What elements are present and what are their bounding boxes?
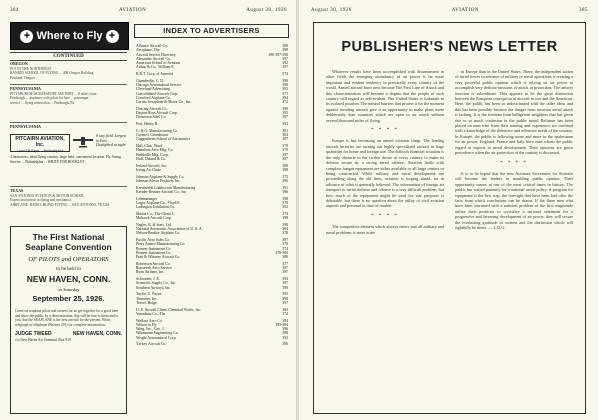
index-advertiser-name: Johnson Motor Products, Inc. xyxy=(136,178,181,183)
index-advertiser-name: Lehmanunger xyxy=(136,196,158,201)
index-advertiser-name: Chamberlin, C. D. xyxy=(136,78,164,83)
convention-city: NEW HAVEN, CONN. xyxy=(26,274,111,284)
index-page-number: 398 xyxy=(282,216,288,220)
index-page-number: 371 xyxy=(282,91,288,96)
where-to-fly-title: Where to Fly xyxy=(36,30,103,42)
pitcairn-text: 4 instructors, ideal flying country, large field, convenient location. Fly Airing Service ... Philadelphia ... WRITE FOR BOOKLET xyxy=(10,155,121,164)
left-folio: 384 xyxy=(10,8,19,13)
index-page-number: 388 xyxy=(282,255,288,259)
news-paragraph: Europe is but becoming an armed aviation camp. The leading aircraft factories are turning out highly specialized aircraft in large quantities for home and foreign use. The difficult financial situation is the only obstacle to the swifter desire of every country to make its defense secure by a strong aerial offense. Aviation fields with complete hangar equipment are either available or all large centers or being constructed. While military and naval development are proceeding along the old lines, aviation is forging ahead, far in advance of what is generally believed. The information of foreign air transport to aerial defense and offense is a very difficult problem, but how much of the equipment might be used for war purposes is debatable, but there is no question about the utility of civil aviation airports and personal in time of trouble. xyxy=(326,138,444,209)
right-running-head xyxy=(311,8,588,13)
pitcairn-ad xyxy=(10,134,127,172)
index-page-number: 394 xyxy=(282,95,288,100)
convention-contact-name: JUDGE TWEED xyxy=(15,331,52,338)
pitcairn-title-box xyxy=(10,134,70,152)
pitcairn-subtitle: Land Tilt Bryn ... Philadelphia xyxy=(16,149,64,153)
plus-icon: + xyxy=(20,30,33,43)
divider xyxy=(10,122,127,123)
index-advertiser-name: Ryan Airlines, Inc. xyxy=(136,270,165,275)
index-page-number: 387 xyxy=(282,137,288,142)
index-page-number: 387 xyxy=(282,238,288,242)
index-page-number: 388 xyxy=(282,163,288,168)
index-advertiser-name: Heddeille Mfg. Corp. xyxy=(136,152,169,157)
index-page-number: 397 xyxy=(282,270,288,275)
index-page-number: 390 xyxy=(282,222,288,227)
index-page-number: 397 xyxy=(282,115,288,120)
index-advertiser-name: Scientific Supply Co., Inc. xyxy=(136,281,177,286)
index-page-number: 384 xyxy=(282,133,288,137)
directory-entry-oregon xyxy=(10,62,127,80)
index-page-number: 384 xyxy=(282,307,288,312)
index-page-number: 398 xyxy=(282,83,288,87)
index-page-number: 394 xyxy=(282,318,288,323)
index-advertiser-name: Ireland Aircraft, Inc. xyxy=(136,163,168,168)
index-advertiser-name: Aircraft Service Directory xyxy=(136,52,176,57)
left-running-title: AVIATION xyxy=(119,8,147,13)
directory-state: PENNSYLVANIA xyxy=(10,86,41,91)
index-page-number: 396 xyxy=(282,342,288,347)
index-advertiser-name: Martin Co., The Glenn L. xyxy=(136,211,175,216)
index-advertiser-name: Robertson Aircraft Co. xyxy=(136,261,171,266)
continued-label: CONTINUED xyxy=(10,52,127,61)
convention-footer xyxy=(15,331,122,337)
index-page-number: 374 xyxy=(282,311,288,316)
index-advertiser-name: Wallace Aero Co. xyxy=(136,318,163,323)
section-stars: * * * * xyxy=(371,128,399,134)
index-advertiser-name: Loges Airplane Co., Floyd F. xyxy=(136,200,181,205)
news-paragraph: Whatever results have been accomplished with disarmament in other fields the emerging ascendancy of air power is far more important and evident tendency in practically every country of the world. Armed aircraft have now become The First Line of Attack and this characterization will become a dogma that the people of each country will regard as self-evident. The United States is fortunate in its isolated position. The natural barriers that protect it for the moment against invading aircraft give it an opportunity to make plans more deliberately than countries which are open to air attack without several thousand miles of flying. xyxy=(326,69,444,123)
index-advertiser-name: National Aeronautic Association of U. S. A. xyxy=(136,227,203,231)
index-advertiser-name: Pacific Aero Sales Co. xyxy=(136,238,171,242)
index-advertiser-name: Alexander Aircraft Co. xyxy=(136,56,171,61)
index-advertiser-name: Hamilton Aero Mfg. Co. xyxy=(136,148,174,153)
index-advertiser-name: Cleveland Advertising xyxy=(136,87,171,92)
directory-line: PITTSBURGH-MCKEESPORT AIR PORT ... 8 miles from xyxy=(10,91,97,96)
index-page-number: 374 xyxy=(282,211,288,216)
index-page-number: 378 xyxy=(282,242,288,247)
index-page-number: 397 xyxy=(282,300,288,305)
index-page-number: 398 xyxy=(282,106,288,111)
index-page-number: 396 xyxy=(282,327,288,331)
index-advertiser-name: American School of Aviation xyxy=(136,61,181,65)
index-page-number: 394 xyxy=(282,277,288,281)
directory-line: RANKIN SCHOOL OF FLYING ... 408 Oregon Building xyxy=(10,71,94,76)
index-page-number: 391 xyxy=(282,185,288,190)
news-paragraph: It is to be hoped that the new Assistant Secretaries for Aviation will become the leaders in moulding public opinion. Their opportunity comes at one of the most critical times in history. The public has waited patiently for a national aerial policy. A program for equipment is the first step, the foresight that have been laid offer the facts from which conclusions can be drawn. If the three men who have been entrusted with a national problem of the first magnitude utilize their positions to crystalize a national sentiment for a progressive and farseeing development of air power, they will secure the everlasting gratitude of women and the distinction which will rightfully be theirs. — L.D.G. xyxy=(455,170,573,230)
index-advertiser-name: Kreutzfeldt Linkbocour Manufacturing xyxy=(136,185,196,190)
index-advertiser-name: Aeroplane, The xyxy=(136,48,160,53)
right-folio: 385 xyxy=(578,8,588,13)
index-page-number: 397 xyxy=(282,281,288,286)
index-advertiser-name: Ludington Exhibition Co. xyxy=(136,205,176,209)
index-page-number: 397 xyxy=(282,56,288,61)
divider xyxy=(10,186,127,187)
index-page-number: 398 xyxy=(282,78,288,83)
seaplane-convention-ad xyxy=(10,226,127,414)
advertiser-index xyxy=(136,44,288,347)
airplane-icon xyxy=(72,134,94,150)
directory-state: PENNSYLVANIA xyxy=(10,124,41,129)
index-page-number: 396 xyxy=(282,178,288,183)
index-advertiser-name: Travel, Helge xyxy=(136,300,157,305)
index-page-number: 384 xyxy=(282,227,288,231)
index-page-number: 396 xyxy=(282,189,288,194)
news-paragraph: The competitive element which always enters into all military and naval problems is more acute xyxy=(326,224,444,235)
convention-date: September 25, 1926. xyxy=(32,294,105,303)
left-page xyxy=(0,0,297,420)
index-advertiser-name: Nelson-Bentley Airplane Co. xyxy=(136,231,181,236)
convention-subtitle: OF PILOTS and OPERATORS xyxy=(28,256,109,263)
index-advertiser-name: Roosevelt Aero Service xyxy=(136,266,172,270)
index-advertiser-name: Timonier, Inc. xyxy=(136,296,158,301)
index-advertiser-name: Wing, Inc., Geo. J. xyxy=(136,327,165,331)
section-stars: * * * * xyxy=(371,213,399,219)
index-page-number: 395 xyxy=(282,292,288,297)
directory-line: FLY IN THE NORTHWEST xyxy=(10,66,52,71)
index-advertiser-name: Southern Airways, Inc. xyxy=(136,285,172,290)
index-advertiser-name: Crawford Airplane Co. xyxy=(136,95,171,100)
index-page-number: 388 xyxy=(282,167,288,172)
index-page-number: 397 xyxy=(282,152,288,157)
index-advertiser-name: Arthur & Co., William E. xyxy=(136,65,175,70)
index-advertiser-name: Guggenheim School of Aeronautics xyxy=(136,137,191,142)
index-page-number: 387 xyxy=(282,156,288,161)
directory-state: OREGON xyxy=(10,61,28,66)
index-advertiser-name: Nagler, B. & Sons, Ltd. xyxy=(136,222,172,227)
convention-small-text: to be held in xyxy=(56,267,81,272)
index-page-number: 397 xyxy=(282,266,288,270)
index-advertiser-name: Irving Air Chute xyxy=(136,167,162,172)
convention-contact-address: c/o New Haven Air Terminal, Box 919 xyxy=(15,338,71,343)
index-page-number: 398 xyxy=(282,196,288,201)
pitcairn-title: PITCAIRN AVIATION, Inc. xyxy=(15,136,65,148)
directory-entry-pennsylvania xyxy=(10,87,127,105)
index-advertiser-name: Yackey Aircraft Co. xyxy=(136,342,167,347)
index-advertiser-name: Dickerson Steel Co. xyxy=(136,115,167,120)
directory-state: TEXAS xyxy=(10,188,24,193)
where-to-fly-banner xyxy=(10,22,129,50)
index-advertiser-name: Wittemann Engineering Co. xyxy=(136,331,179,336)
divider xyxy=(10,84,127,85)
index-page-number: 374 xyxy=(282,246,288,251)
index-advertiser-name: Huff, Daland & Co. xyxy=(136,156,167,161)
convention-small-text: on Saturday xyxy=(57,287,80,292)
index-advertiser-name: Perry Aniero Manufacturing Co. xyxy=(136,242,186,247)
directory-state-pennsylvania xyxy=(10,125,127,130)
index-advertiser-name: Schroeder, J. E. xyxy=(136,277,160,281)
index-advertiser-name: Doering Aircraft Co. xyxy=(136,106,168,111)
index-page-number: 375 xyxy=(282,174,288,179)
pitcairn-side-text: 8 way field. Largest in East ... Daylighted at night xyxy=(96,134,127,148)
directory-entry-texas xyxy=(10,189,127,207)
left-date: August 30, 1926 xyxy=(246,8,287,13)
index-advertiser-name: Greene's Greenhouse xyxy=(136,133,169,137)
index-page-number: 396-397-398 xyxy=(268,52,288,57)
directory-line: Expert instruction in flying and mechanics xyxy=(10,198,72,203)
index-advertiser-name: Curtiss Aeroplane & Motor Co., Inc. xyxy=(136,100,192,104)
index-advertiser-name: U. S. Aircraft Chem. Chemical Works, Inc. xyxy=(136,307,202,312)
index-advertiser-name: Johnson Airplane & Supply Co. xyxy=(136,174,185,179)
section-stars: * * * * xyxy=(500,160,528,166)
index-advertiser-name: Mohawk Aircraft Corp. xyxy=(136,216,172,220)
index-entry xyxy=(136,342,288,346)
right-date: August 30, 1926 xyxy=(311,8,352,13)
index-page-number: 378 xyxy=(282,144,288,148)
convention-body: Come on seaplane pilots and owners for an get-together for a good time and show the public by a demonstration, that will be true to them and to you, that the SEAPLANE is the best aircraft for the present. Write, telegraph or telephone (Beacon 201) for complete information. xyxy=(15,309,119,327)
news-letter-box xyxy=(313,22,586,414)
index-page-number: 395 xyxy=(282,87,288,92)
index-page-number: 378 xyxy=(282,148,288,153)
index-advertiser-name: Chicago Aeronautical Service xyxy=(136,83,182,87)
index-advertiser-name: Fort, Henry R. xyxy=(136,122,159,126)
right-running-title: AVIATION xyxy=(451,8,479,13)
directory-line: Portland, Oregon xyxy=(10,75,35,80)
index-page-number: 378 xyxy=(282,200,288,205)
directory-line: service ... flying instruction ... Pittsburgh, Pa. xyxy=(10,100,76,105)
index-page-number: 388 xyxy=(282,331,288,336)
index-page-number: 392 xyxy=(282,205,288,209)
index-advertiser-name: Dayton Ross Aircraft Corp. xyxy=(136,111,178,115)
index-page-number: 372 xyxy=(282,100,288,104)
plus-icon: + xyxy=(106,30,119,43)
index-advertiser-name: Pioneer Instrument Co. xyxy=(136,250,172,255)
index-page-number: 392 xyxy=(282,335,288,340)
index-page-number: 378 xyxy=(282,231,288,236)
index-advertiser-name: B.B.T. Corp. of America xyxy=(136,72,174,76)
index-page-number: 374 xyxy=(282,72,288,76)
news-letter-title: PUBLISHER'S NEWS LETTER xyxy=(341,39,558,55)
index-advertiser-name: G. & O. Manufacturing Co. xyxy=(136,128,179,133)
index-advertiser-name: Alliance Aircraft Co. xyxy=(136,44,168,48)
news-column-right xyxy=(455,69,573,233)
index-page-number: 392 xyxy=(282,122,288,126)
index-page-number: 398 xyxy=(282,285,288,290)
right-page xyxy=(299,0,598,420)
index-advertiser-name: Consolidated Aircraft Corp. xyxy=(136,91,179,96)
index-page-number: 392 xyxy=(282,61,288,65)
index-page-number: 397 xyxy=(282,65,288,70)
index-title: INDEX TO ADVERTISERS xyxy=(134,24,289,38)
news-paragraph: in Europe than in the United States. There, the independent action of aerial forces in advance of military or naval operations is creating a very powerful public opinion which is relying on air power to accomplish very definite missions of attack or protection. The answer function is subordinate. This appears to be the great distinction between the European conception of aircraft in war and the American. Here, the public has been so indoctrinated with the older ideas and this has been possible because the danger from invasion aerial attack is lacking. It is the freedom from belligerent neighbors that has given rise to so much confusion in the public mind. Reliance has been placed on men who from their training and experience are confined with a knowledge of the defensive and offensive needs of the country. In Europe, the public is following more and more to the spokesman for air power. England, France and Italy have men whom the public regard as experts in aerial development. Their opinions are given precedence when the air protection of the country is discussed. xyxy=(455,69,573,156)
index-advertiser-name: Kreider-Reisner Aircraft Co., Inc. xyxy=(136,189,188,194)
index-page-number: 395-384 xyxy=(275,322,288,327)
index-page-number: 398 xyxy=(282,48,288,53)
index-advertiser-name: Wilson in Fly xyxy=(136,322,157,327)
convention-title: The First National Seaplane Convention xyxy=(25,232,112,252)
index-advertiser-name: Taylor, G. Payne xyxy=(136,292,162,297)
directory-line: SAN ANTONIO AVIATION & MOTOR SCHOOL xyxy=(10,193,85,198)
directory-line: Pittsburgh ... airplanes with pilots for hire ... passenger xyxy=(10,96,89,101)
index-advertiser-name: Pioneer Instrument Co. xyxy=(136,246,172,251)
index-page-number: 398 xyxy=(282,296,288,301)
convention-contact-city: NEW HAVEN, CONN. xyxy=(72,331,122,338)
left-running-head xyxy=(10,8,287,13)
index-page-number: 378-380 xyxy=(275,250,288,255)
directory-line: AIRPLANE, RADIO, BLIND FLYING ... SAN ANTONIO, TEXAS xyxy=(10,202,110,207)
index-page-number: 377 xyxy=(282,261,288,266)
index-page-number: 388 xyxy=(282,44,288,48)
index-advertiser-name: Pratt & Whitney Aircraft Co. xyxy=(136,255,181,259)
index-page-number: 395 xyxy=(282,111,288,115)
index-page-number: 381 xyxy=(282,128,288,133)
news-column-left xyxy=(326,69,444,238)
index-advertiser-name: Wright Aeronautical Corp. xyxy=(136,335,177,340)
index-advertiser-name: Vanadium Co., The xyxy=(136,311,166,316)
index-advertiser-name: Hall, Chas. Ward xyxy=(136,144,162,148)
